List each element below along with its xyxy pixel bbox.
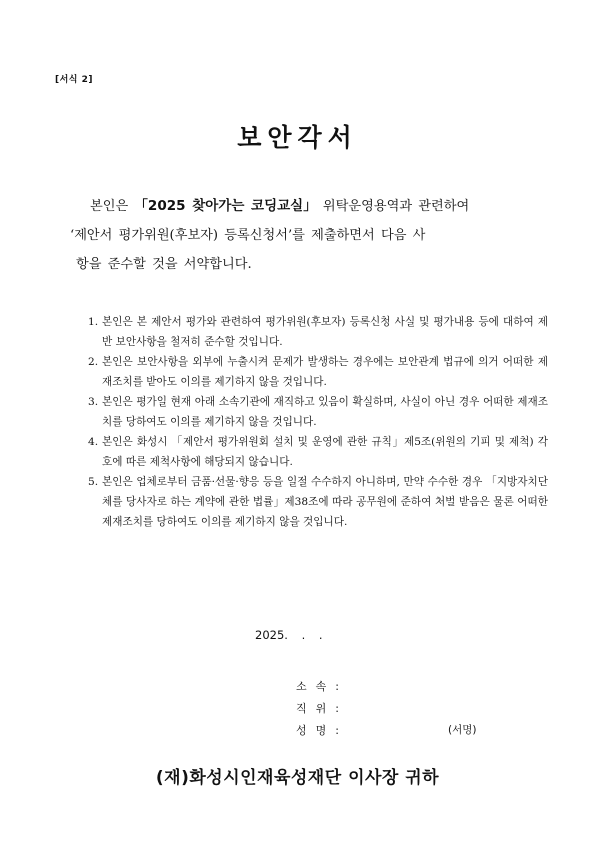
pledge-list [88, 312, 548, 532]
addressee: (재)화성시인재육성재단 이사장 귀하 [155, 768, 440, 788]
pledge-text: 본인은 화성시 「제안서 평가위원회 설치 및 운영에 관한 규칙」제5조(위원의 기피 및 제척) 각 호에 따른 제척사항에 해당되지 않습니다. [102, 436, 548, 468]
pledge-item [88, 472, 548, 532]
pledge-text: 본인은 업체로부터 금품·선물·향응 등을 일절 수수하지 아니하며, 만약 수수한 경우 「지방자치단체를 당사자로 하는 계약에 관한 법률」제38조에 따라 공무원에 준하여 처벌 받음은 물론 어떠한 제재조치를 당하여도 이의를 제기하지 않을 것입니다. [102, 476, 548, 528]
signature-mark[interactable]: (서명) [448, 724, 477, 736]
position-field[interactable] [296, 700, 339, 716]
intro-line-1 [70, 192, 545, 221]
pledge-text: 본인은 보안사항을 외부에 누출시켜 문제가 발생하는 경우에는 보안관계 법규에 의거 어떠한 제재조치를 받아도 이의를 제기하지 않을 것입니다. [102, 356, 548, 388]
intro-paragraph [70, 192, 545, 279]
pledge-item [88, 312, 548, 352]
name-colon: : [335, 724, 339, 737]
name-field[interactable] [296, 722, 339, 738]
pledge-number: 3. [88, 396, 99, 408]
program-name: 「2025 찾아가는 코딩교실」 [134, 198, 317, 214]
pledge-number: 5. [88, 476, 99, 488]
form-number: [서식 2] [55, 75, 94, 85]
intro-prefix: 본인은 [90, 199, 135, 214]
pledge-number: 1. [88, 316, 99, 328]
name-label: 성명 [296, 724, 336, 737]
affiliation-field[interactable] [296, 678, 339, 694]
pledge-item [88, 392, 548, 432]
intro-suffix: 위탁운영용역과 관련하여 [316, 199, 470, 214]
intro-line-2: ‘제안서 평가위원(후보자) 등록신청서’를 제출하면서 다음 사 [70, 228, 426, 243]
affiliation-colon: : [335, 680, 339, 693]
signing-date: 2025. . . [255, 628, 323, 642]
position-label: 직위 [296, 702, 336, 715]
intro-line-3: 항을 준수할 것을 서약합니다. [76, 257, 252, 272]
position-colon: : [335, 702, 339, 715]
pledge-text: 본인은 평가일 현재 아래 소속기관에 재직하고 있음이 확실하며, 사실이 아닌 경우 어떠한 제재조치를 당하여도 이의를 제기하지 않을 것입니다. [102, 396, 548, 428]
affiliation-label: 소속 [296, 680, 336, 693]
pledge-item [88, 432, 548, 472]
pledge-number: 4. [88, 436, 99, 448]
document-title: 보안각서 [237, 123, 358, 152]
pledge-number: 2. [88, 356, 99, 368]
pledge-item [88, 352, 548, 392]
pledge-text: 본인은 본 제안서 평가와 관련하여 평가위원(후보자) 등록신청 사실 및 평가내용 등에 대하여 제반 보안사항을 철저히 준수할 것입니다. [102, 316, 548, 348]
